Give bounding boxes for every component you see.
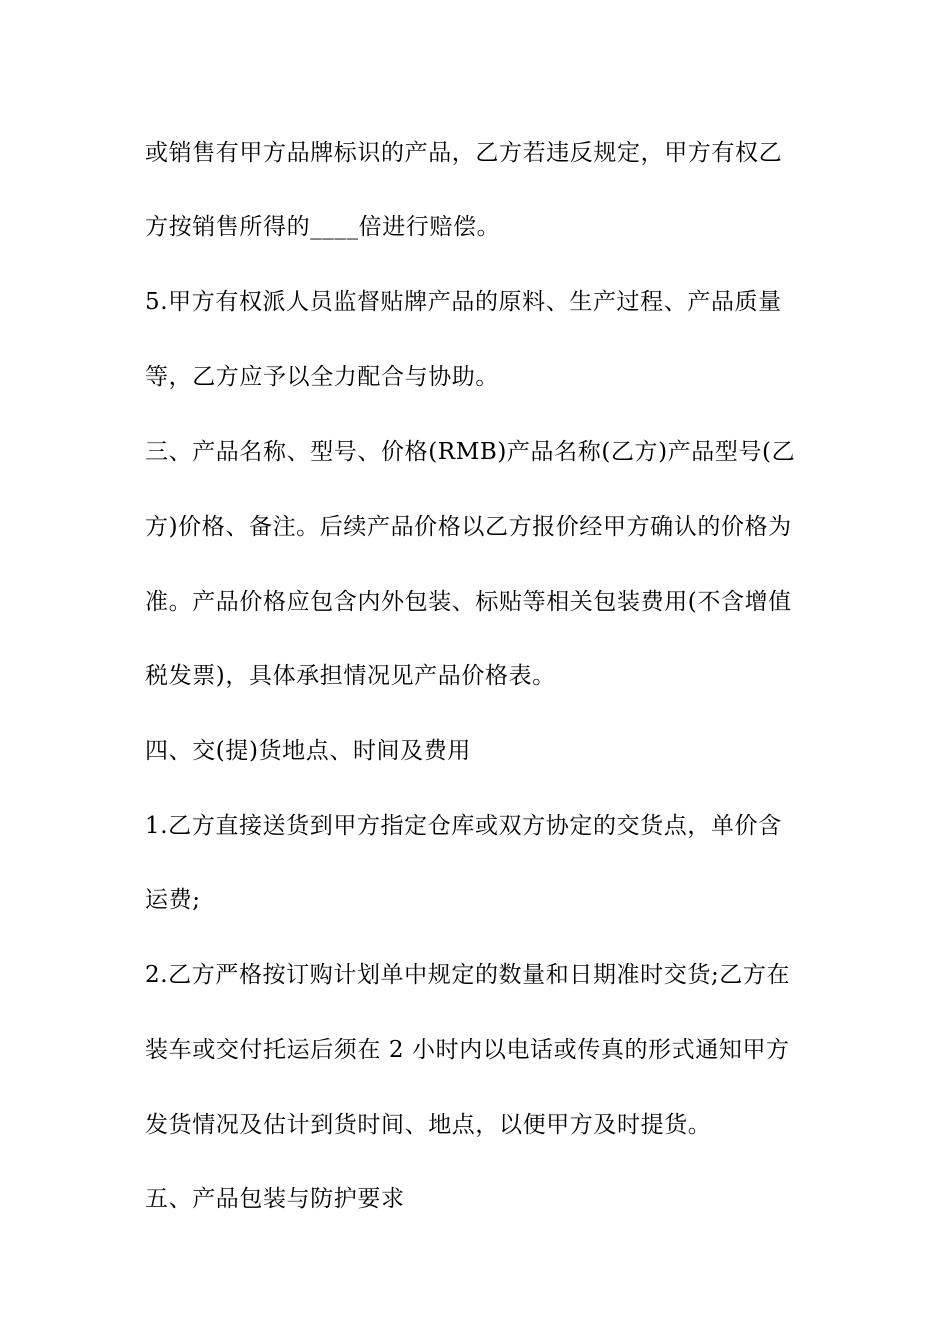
text-line: 运费; bbox=[145, 887, 201, 913]
text-line: 5.甲方有权派人员监督贴牌产品的原料、生产过程、产品质量 bbox=[145, 289, 782, 315]
text-line: 1.乙方直接送货到甲方指定仓库或双方协定的交货点，单价含 bbox=[145, 813, 782, 839]
text-line: 装车或交付托运后须在 2 小时内以电话或传真的形式通知甲方 bbox=[145, 1037, 790, 1063]
text-line: 2.乙方严格按订购计划单中规定的数量和日期准时交货;乙方在 bbox=[145, 962, 791, 988]
section-heading: 五、产品包装与防护要求 bbox=[145, 1186, 405, 1212]
text-line: 等，乙方应予以全力配合与协助。 bbox=[145, 364, 499, 390]
text-line: 发货情况及估计到货时间、地点，以便甲方及时提货。 bbox=[145, 1112, 712, 1138]
text-line: 准。产品价格应包含内外包装、标贴等相关包装费用(不含增值 bbox=[145, 589, 792, 615]
text-line: 方按销售所得的____倍进行赔偿。 bbox=[145, 214, 501, 240]
text-line: 或销售有甲方品牌标识的产品，乙方若违反规定，甲方有权乙 bbox=[145, 140, 783, 166]
text-line: 税发票)，具体承担情况见产品价格表。 bbox=[145, 663, 556, 689]
text-line: 三、产品名称、型号、价格(RMB)产品名称(乙方)产品型号(乙 bbox=[145, 439, 796, 465]
section-heading: 四、交(提)货地点、时间及费用 bbox=[145, 738, 471, 764]
text-line: 方)价格、备注。后续产品价格以乙方报价经甲方确认的价格为 bbox=[145, 514, 792, 540]
